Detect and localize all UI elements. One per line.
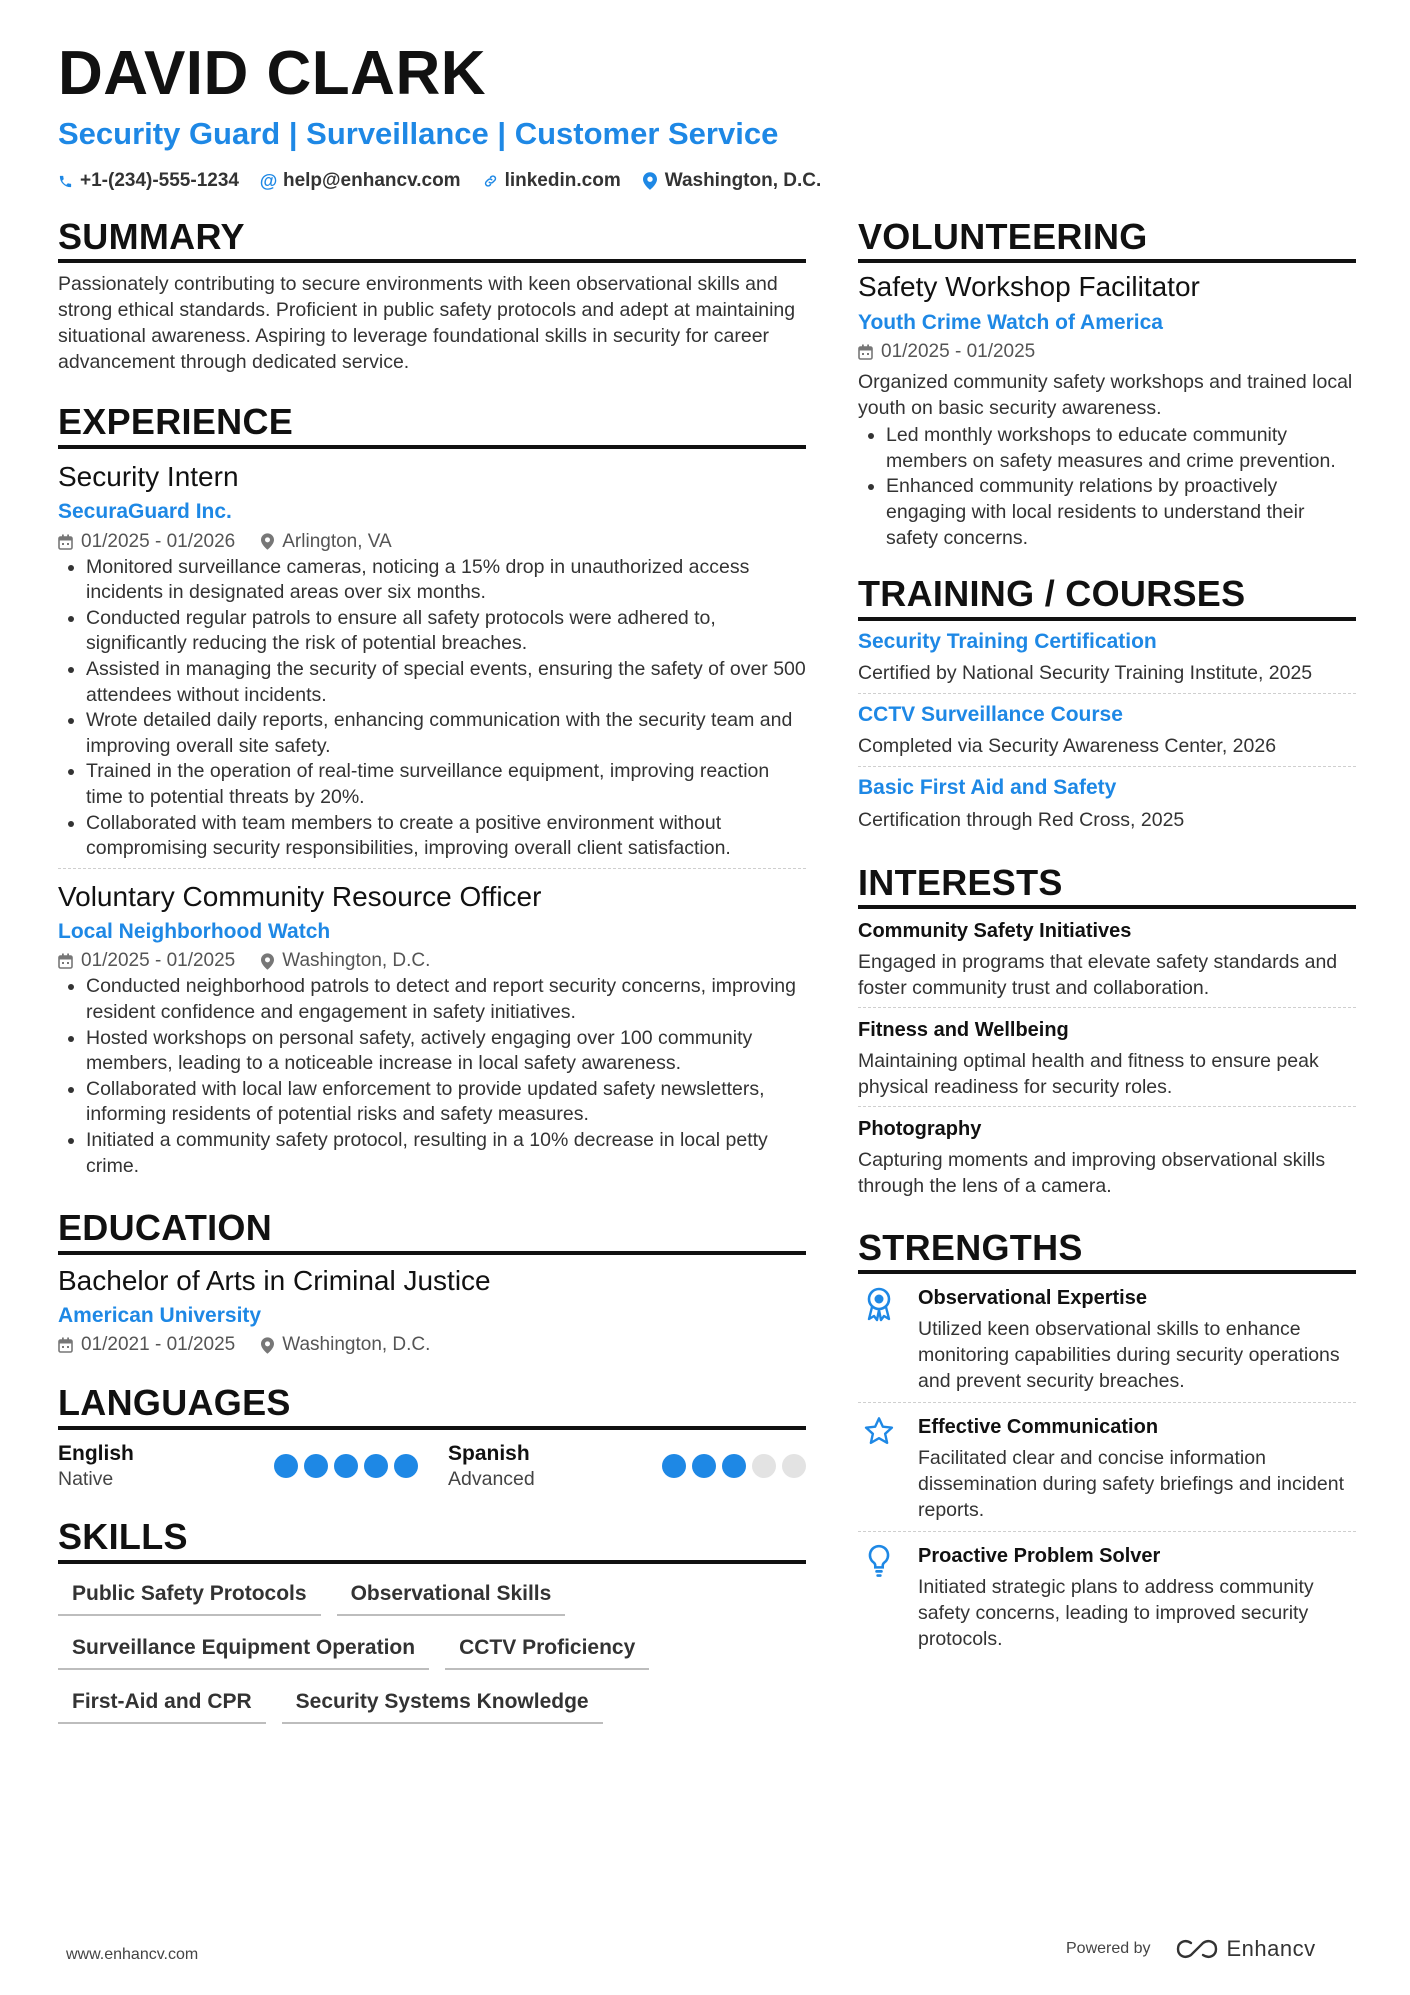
interest-item	[858, 1007, 1356, 1106]
bullet-item: • Conducted regular patrols to ensure all safety protocols were adhered to, significantly reducing the risk of potential breaches.	[86, 606, 806, 657]
calendar-icon	[58, 1337, 73, 1353]
calendar-icon	[58, 534, 73, 550]
strength-description: Facilitated clear and concise information dissemination during safety briefings and incident reports.	[918, 1447, 1345, 1522]
job-title: Security Intern	[58, 460, 239, 492]
section-title: SKILLS	[58, 1516, 806, 1563]
job-dates	[58, 531, 235, 553]
section-title: EDUCATION	[58, 1207, 806, 1254]
course-item	[858, 693, 1356, 766]
proficiency-dot	[692, 1454, 716, 1478]
skill-tag: Observational Skills	[337, 1576, 566, 1616]
candidate-name: DAVID CLARK	[58, 39, 486, 108]
proficiency-dot	[364, 1454, 388, 1478]
dates-text: 01/2025 - 01/2026	[81, 530, 236, 552]
interest-title: Fitness and Wellbeing	[858, 1019, 1069, 1042]
calendar-icon	[58, 953, 73, 969]
interests-section	[858, 862, 1356, 1205]
section-title: LANGUAGES	[58, 1382, 806, 1429]
summary-text: Passionately contributing to secure environments with keen observational skills and strong ethical standards. Proficient in public safety protocols and adept at maintaining situational awareness. Aspiring to leverage foundational skills in security for career advancement through dedicated service.	[58, 273, 796, 374]
proficiency-dot	[274, 1454, 298, 1478]
volunteer-meta	[858, 341, 1356, 363]
strength-description: Initiated strategic plans to address community safety concerns, leading to improved security protocols.	[918, 1576, 1314, 1651]
proficiency-dot	[782, 1454, 806, 1478]
language-item	[58, 1440, 432, 1493]
location-pin-icon	[261, 533, 274, 550]
skill-tag: First-Aid and CPR	[58, 1684, 266, 1724]
contact-location	[643, 170, 822, 192]
strength-item	[858, 1274, 1356, 1402]
section-title: EXPERIENCE	[58, 401, 806, 448]
brand-name: Enhancv	[1226, 1936, 1316, 1961]
phone-text: +1-(234)-555-1234	[80, 170, 239, 191]
location-pin-icon	[261, 953, 274, 970]
location-text: Arlington, VA	[282, 530, 392, 552]
proficiency-dot	[722, 1454, 746, 1478]
phone-icon	[58, 173, 73, 190]
job-location	[261, 950, 430, 972]
skills-list	[58, 1576, 806, 1724]
skill-tag: Surveillance Equipment Operation	[58, 1630, 429, 1670]
volunteering-section	[858, 216, 1356, 551]
interest-description: Maintaining optimal health and fitness to ensure peak physical readiness for security roles.	[858, 1050, 1319, 1099]
dates-text: 01/2025 - 01/2025	[881, 341, 1036, 363]
location-pin-icon	[261, 1337, 274, 1354]
job-bullets	[58, 974, 806, 1179]
proficiency-dot	[752, 1454, 776, 1478]
skill-tag: Public Safety Protocols	[58, 1576, 321, 1616]
headline: Security Guard | Surveillance | Customer Service	[58, 116, 779, 151]
lightbulb-icon	[858, 1542, 900, 1652]
skills-section	[58, 1516, 806, 1723]
language-level: Native	[58, 1468, 114, 1491]
section-title: TRAINING / COURSES	[858, 573, 1356, 620]
languages-list	[58, 1440, 806, 1493]
location-pin-icon	[643, 173, 658, 190]
footer-branding	[1066, 1936, 1316, 1962]
strength-item	[858, 1402, 1356, 1531]
language-name: English	[58, 1441, 134, 1465]
course-name: Basic First Aid and Safety	[858, 776, 1117, 800]
footer-website[interactable]: www.enhancv.com	[66, 1946, 199, 1963]
course-name: CCTV Surveillance Course	[858, 702, 1123, 726]
bullet-item: • Led monthly workshops to educate community members on safety measures and crime prevention.	[886, 423, 1356, 474]
bullet-item: • Trained in the operation of real-time surveillance equipment, improving reaction time to potential threats by 20%.	[86, 759, 806, 810]
language-level: Advanced	[448, 1468, 535, 1491]
training-section	[858, 573, 1356, 840]
contact-bar	[58, 170, 821, 192]
job-meta	[58, 950, 806, 972]
education-dates	[58, 1334, 235, 1356]
course-name: Security Training Certification	[858, 629, 1157, 653]
bullet-item: • Conducted neighborhood patrols to detect and report security concerns, improving resident confidence and engagement in safety initiatives.	[86, 974, 806, 1025]
course-item	[858, 766, 1356, 839]
bullet-item: • Wrote detailed daily reports, enhancing communication with the security team and improving overall site safety.	[86, 708, 806, 759]
enhancv-logo-icon	[1175, 1938, 1219, 1960]
strength-title: Proactive Problem Solver	[918, 1545, 1161, 1568]
company-name: Local Neighborhood Watch	[58, 920, 331, 944]
interest-description: Capturing moments and improving observational skills through the lens of a camera.	[858, 1149, 1326, 1198]
interest-item	[858, 1106, 1356, 1205]
section-title: INTERESTS	[858, 862, 1356, 909]
experience-section	[58, 401, 806, 1185]
education-location	[261, 1334, 430, 1356]
proficiency-dot	[394, 1454, 418, 1478]
award-ribbon-icon	[858, 1284, 900, 1394]
calendar-icon	[858, 344, 873, 360]
languages-section	[58, 1382, 806, 1492]
interest-item	[858, 909, 1356, 1007]
education-meta	[58, 1334, 806, 1356]
summary-section	[58, 216, 806, 375]
volunteer-bullets	[858, 423, 1356, 551]
language-item	[432, 1440, 806, 1493]
interest-description: Engaged in programs that elevate safety standards and foster community trust and collaboration.	[858, 951, 1338, 1000]
bullet-item: • Hosted workshops on personal safety, actively engaging over 100 community members, leading to a noticeable increase in local safety awareness.	[86, 1026, 806, 1077]
school-name: American University	[58, 1304, 262, 1327]
contact-email[interactable]	[261, 170, 461, 192]
volunteer-org: Youth Crime Watch of America	[858, 310, 1163, 334]
star-icon	[858, 1413, 900, 1523]
section-title: SUMMARY	[58, 216, 806, 263]
dates-text: 01/2025 - 01/2025	[81, 950, 236, 972]
location-text: Washington, D.C.	[282, 950, 431, 972]
contact-phone[interactable]	[58, 170, 239, 192]
interest-title: Community Safety Initiatives	[858, 920, 1132, 943]
proficiency-dot	[334, 1454, 358, 1478]
job-entry	[58, 449, 806, 868]
volunteer-role: Safety Workshop Facilitator	[858, 271, 1200, 303]
education-entry	[58, 1255, 806, 1365]
skill-tag: CCTV Proficiency	[445, 1630, 649, 1670]
education-section	[58, 1207, 806, 1364]
strength-item	[858, 1531, 1356, 1660]
location-text: Washington, D.C.	[664, 170, 822, 191]
right-column	[858, 216, 1356, 1678]
bullet-item: • Monitored surveillance cameras, noticing a 15% drop in unauthorized access incidents in designated areas over six months.	[86, 555, 806, 606]
proficiency-dots	[274, 1454, 418, 1478]
strength-title: Observational Expertise	[918, 1287, 1147, 1310]
job-meta	[58, 531, 806, 553]
left-column	[58, 216, 806, 1742]
section-title: VOLUNTEERING	[858, 216, 1356, 263]
course-description: Completed via Security Awareness Center, 2026	[858, 735, 1277, 758]
strength-description: Utilized keen observational skills to enhance monitoring capabilities during security operations and prevent security breaches.	[918, 1318, 1340, 1393]
proficiency-dot	[662, 1454, 686, 1478]
email-text: help@enhancv.com	[282, 170, 461, 191]
link-icon	[483, 173, 498, 190]
bullet-item: • Collaborated with local law enforcement to provide updated safety newsletters, informing residents of potential risks and safety measures.	[86, 1077, 806, 1128]
job-entry	[58, 868, 806, 1186]
powered-by-text: Powered by	[1066, 1940, 1151, 1957]
bullet-item: • Enhanced community relations by proactively engaging with local residents to understand their safety concerns.	[886, 474, 1356, 551]
job-dates	[58, 950, 235, 972]
language-name: Spanish	[448, 1441, 530, 1465]
company-name: SecuraGuard Inc.	[58, 500, 232, 524]
course-item	[858, 621, 1356, 693]
location-text: Washington, D.C.	[282, 1334, 431, 1356]
bullet-item: • Initiated a community safety protocol, resulting in a 10% decrease in local petty crime.	[86, 1128, 806, 1179]
bullet-item: • Collaborated with team members to create a positive environment without compromising security responsibilities, improving overall client satisfaction.	[86, 811, 806, 862]
skill-tag: Security Systems Knowledge	[282, 1684, 603, 1724]
proficiency-dot	[304, 1454, 328, 1478]
at-icon: @	[259, 170, 278, 191]
interest-title: Photography	[858, 1118, 982, 1141]
contact-linkedin[interactable]	[483, 170, 621, 192]
enhancv-logo[interactable]	[1175, 1936, 1316, 1962]
job-title: Voluntary Community Resource Officer	[58, 880, 542, 912]
strength-title: Effective Communication	[918, 1416, 1159, 1439]
strengths-section	[858, 1227, 1356, 1660]
volunteer-dates	[858, 341, 1035, 363]
section-title: STRENGTHS	[858, 1227, 1356, 1274]
proficiency-dots	[662, 1454, 806, 1478]
job-location	[261, 531, 391, 553]
volunteer-description: Organized community safety workshops and trained local youth on basic security awareness.	[858, 371, 1353, 420]
degree: Bachelor of Arts in Criminal Justice	[58, 1264, 491, 1296]
linkedin-text: linkedin.com	[504, 170, 621, 191]
bullet-item: • Assisted in managing the security of special events, ensuring the safety of over 500 attendees without incidents.	[86, 657, 806, 708]
course-description: Certified by National Security Training Institute, 2025	[858, 661, 1313, 684]
job-bullets	[58, 555, 806, 862]
dates-text: 01/2021 - 01/2025	[81, 1334, 236, 1356]
course-description: Certification through Red Cross, 2025	[858, 808, 1185, 831]
